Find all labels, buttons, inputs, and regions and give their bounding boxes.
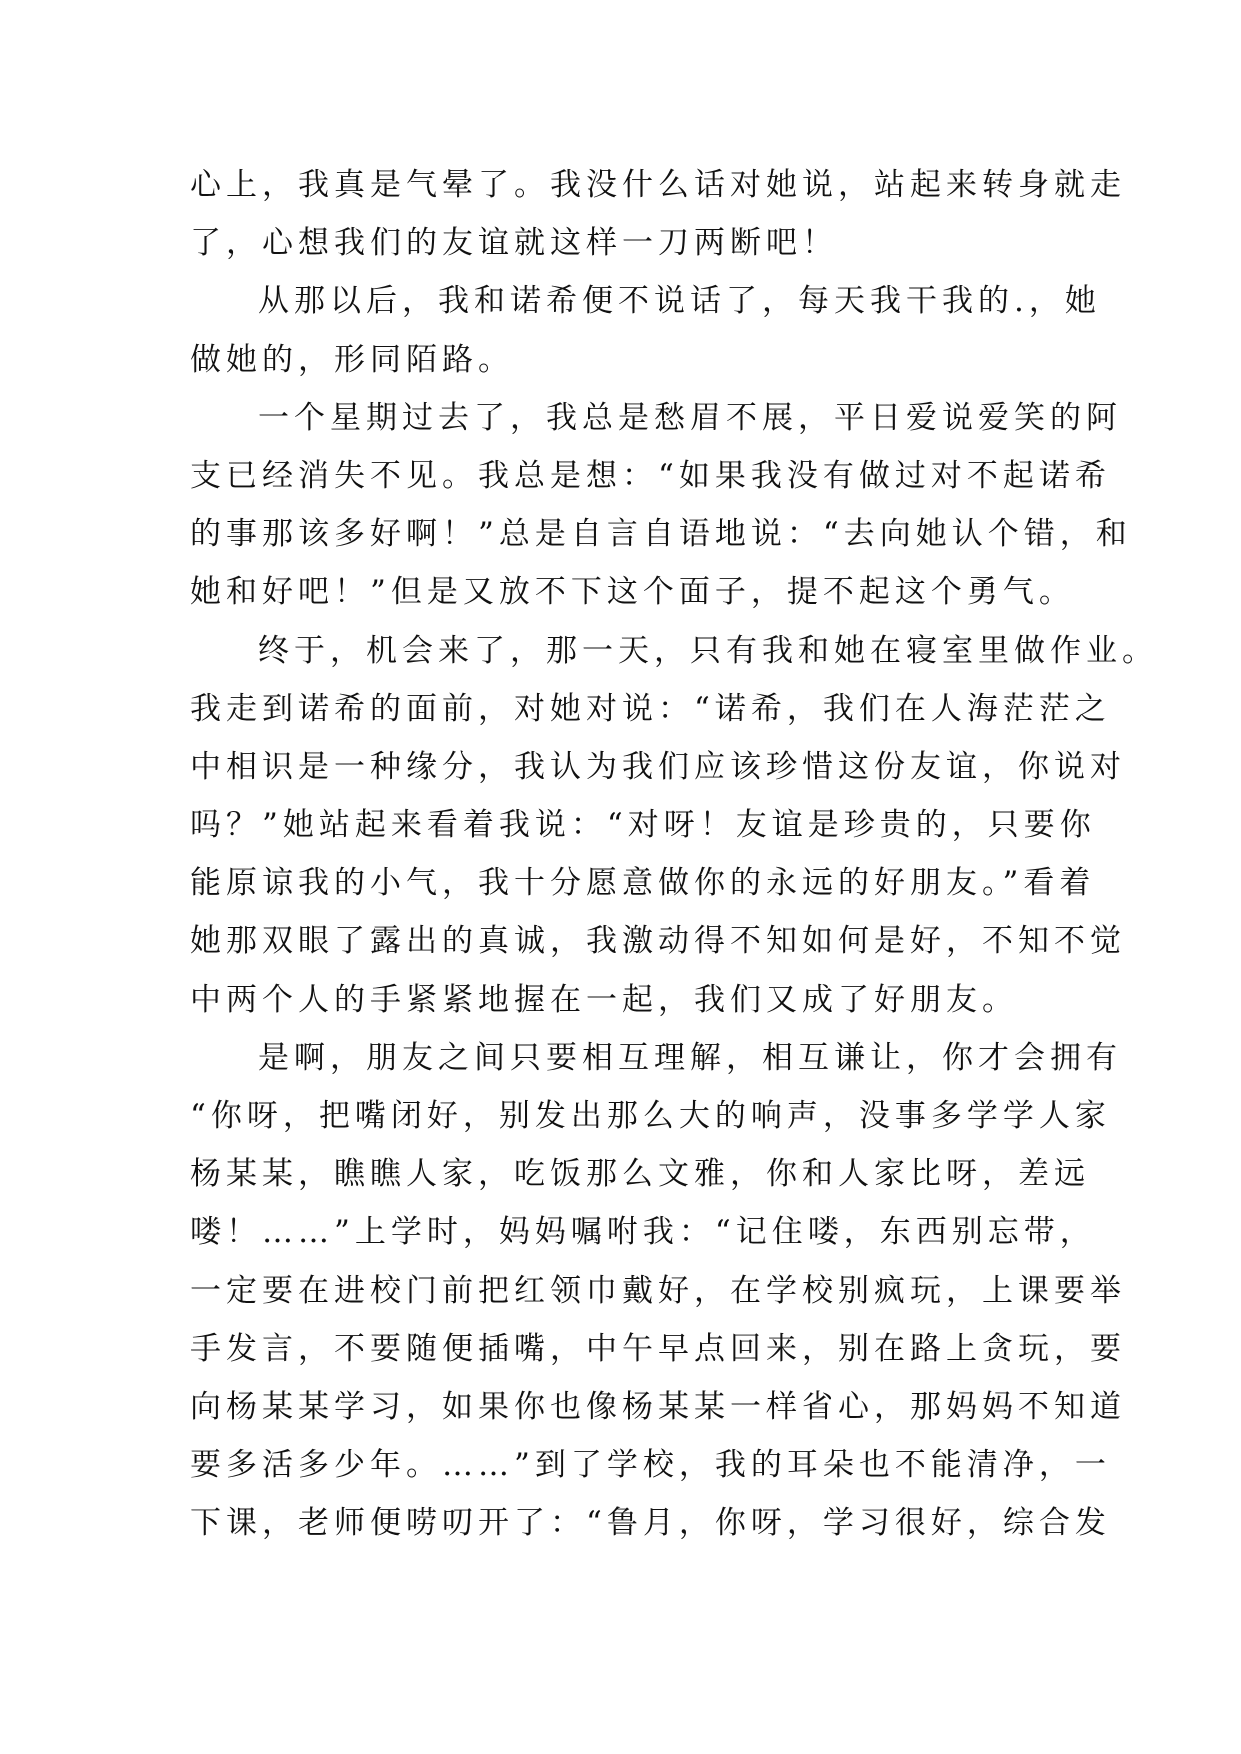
text-line-1: 心上，我真是气晕了。我没什么话对她说，站起来转身就走	[190, 167, 1126, 203]
text-line-21: 手发言，不要随便插嘴，中午早点回来，别在路上贪玩，要	[190, 1330, 1126, 1367]
text-line-11: 中相识是一种缘分，我认为我们应该珍惜这份友谊，你说对	[190, 748, 1126, 785]
text-line-10: 我走到诺希的面前，对她对说：“诺希，我们在人海茫茫之	[190, 690, 1111, 727]
text-line-20: 一定要在进校门前把红领巾戴好，在学校别疯玩，上课要举	[190, 1272, 1126, 1309]
text-line-16: 是啊，朋友之间只要相互理解，相互谦让，你才会拥有	[258, 1039, 1122, 1076]
text-line-4: 做她的，形同陌路。	[190, 341, 514, 378]
text-line-13: 能原谅我的小气，我十分愿意做你的永远的好朋友。”看着	[190, 865, 1096, 902]
text-line-3: 从那以后，我和诺希便不说话了，每天我干我的.，她	[258, 283, 1101, 320]
text-line-24: 下课，老师便唠叨开了：“鲁月，你呀，学习很好，综合发	[190, 1505, 1111, 1542]
text-line-7: 的事那该多好啊！”总是自言自语地说：“去向她认个错，和	[190, 516, 1132, 553]
text-line-5: 一个星期过去了，我总是愁眉不展，平日爱说爱笑的阿	[258, 399, 1122, 436]
text-line-17: “你呀，把嘴闭好，别发出那么大的响声，没事多学学人家	[190, 1098, 1111, 1134]
text-line-9: 终于，机会来了，那一天，只有我和她在寝室里做作业。	[258, 632, 1158, 669]
text-line-23: 要多活多少年。……”到了学校，我的耳朵也不能清净，一	[190, 1447, 1111, 1484]
essay-text	[190, 156, 1158, 1553]
text-line-2: 了，心想我们的友谊就这样一刀两断吧！	[190, 225, 838, 262]
text-line-14: 她那双眼了露出的真诚，我激动得不知如何是好，不知不觉	[190, 923, 1126, 960]
text-line-8: 她和好吧！”但是又放不下这个面子，提不起这个勇气。	[190, 574, 1075, 611]
text-line-12: 吗？”她站起来看着我说：“对呀！友谊是珍贵的，只要你	[190, 807, 1096, 844]
text-line-15: 中两个人的手紧紧地握在一起，我们又成了好朋友。	[190, 981, 1018, 1018]
text-line-22: 向杨某某学习，如果你也像杨某某一样省心，那妈妈不知道	[190, 1388, 1126, 1425]
text-line-18: 杨某某，瞧瞧人家，吃饭那么文雅，你和人家比呀，差远	[190, 1156, 1090, 1193]
text-line-6: 支已经消失不见。我总是想：“如果我没有做过对不起诺希	[190, 457, 1111, 494]
text-line-19: 喽！……”上学时，妈妈嘱咐我：“记住喽，东西别忘带，	[190, 1214, 1096, 1251]
